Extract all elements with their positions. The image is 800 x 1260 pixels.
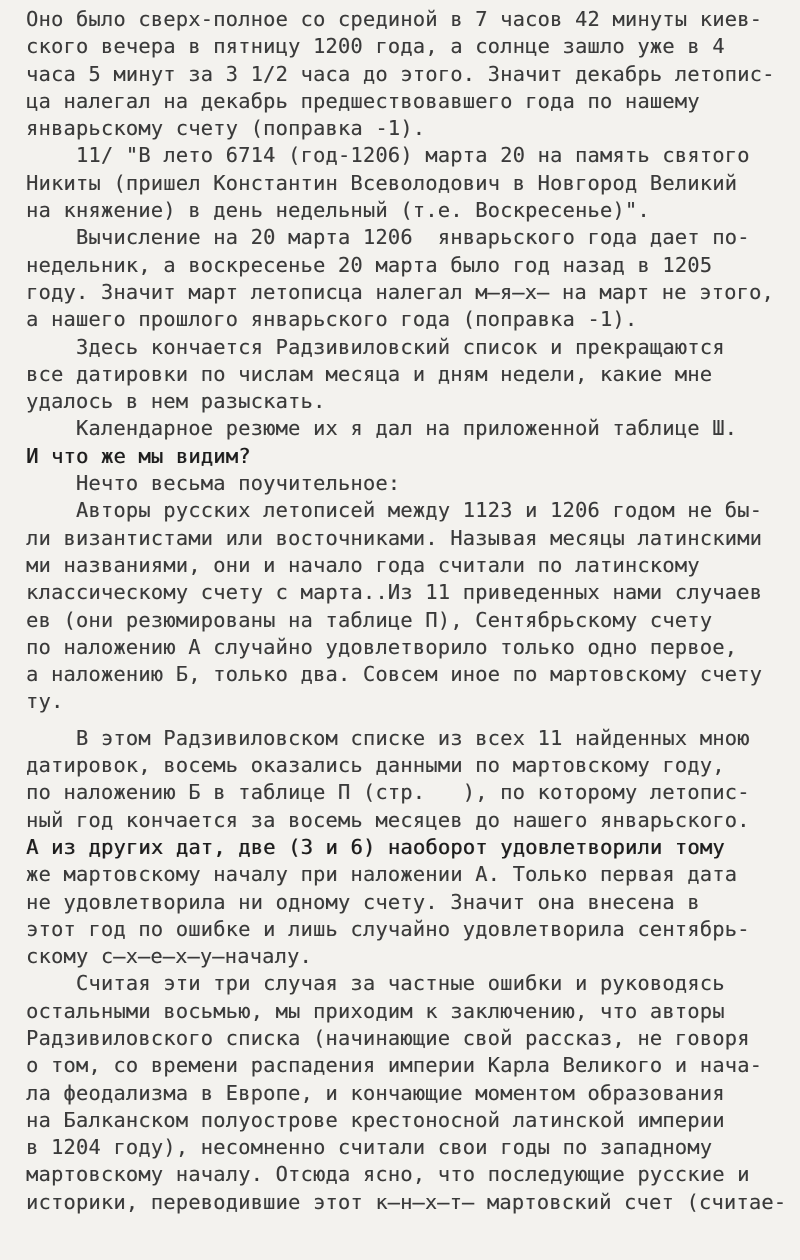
text-line-18: Нечто весьма поучительное: xyxy=(26,471,401,496)
text-line-27: В этом Радзивиловском списке из всех 11 найденных мною xyxy=(26,725,750,750)
text-line-7: Никиты (пришел Константин Всеволодович в Новгород Великий xyxy=(26,170,738,195)
text-line-44: историки, переводившие этот к̶н̶х̶т̶ мартовский счет (считае- xyxy=(26,1189,787,1214)
text-line-29: по наложению Б в таблице П (стр. ), по которому летопис- xyxy=(26,780,750,805)
text-line-41: на Балканском полуострове крестоносной латинской империи xyxy=(26,1107,725,1132)
text-line-35: скому с̶х̶е̶х̶у̶началу. xyxy=(26,944,312,969)
text-line-8: на княжение) в день недельный (т.е. Воскресенье)". xyxy=(26,198,650,223)
text-line-14: все датировки по числам месяца и дням недели, какие мне xyxy=(26,361,713,386)
text-line-17: И что же мы видим? xyxy=(26,443,251,468)
text-line-28: датировок, восемь оказались данными по мартовскому году, xyxy=(26,753,725,778)
text-line-4: ца налегал на декабрь предшествовавшего года по нашему xyxy=(26,88,700,113)
text-line-9: Вычисление на 20 марта 1206 январьского года дает по- xyxy=(26,225,750,250)
text-line-32: же мартовскому началу при наложении А. Только первая дата xyxy=(26,862,738,887)
text-line-2: ского вечера в пятницу 1200 года, а солнце зашло уже в 4 xyxy=(26,34,725,59)
text-line-39: о том, со времени распадения империи Карла Великого и нача- xyxy=(26,1053,763,1078)
text-line-1: Оно было сверх-полное со срединой в 7 часов 42 минуты киев- xyxy=(26,7,763,31)
text-line-3: часа 5 минут за 3 1/2 часа до этого. Значит декабрь летопис- xyxy=(26,61,775,86)
text-line-24: по наложению А случайно удовлетворило только одно первое, xyxy=(26,634,738,659)
text-line-21: ми названиями, они и начало года считали по латинскому xyxy=(26,552,700,577)
text-line-31: А из других дат, две (3 и 6) наоборот удовлетворили тому xyxy=(26,834,725,859)
text-line-19: Авторы русских летописей между 1123 и 1206 годом не бы- xyxy=(26,498,763,523)
paragraph-gap xyxy=(26,716,792,725)
text-line-5: январьскому счету (поправка -1). xyxy=(26,116,426,141)
text-line-33: не удовлетворила ни одному счету. Значит она внесена в xyxy=(26,889,700,914)
text-line-34: этот год по ошибке и лишь случайно удовлетворила сентябрь- xyxy=(26,916,750,941)
text-line-15: удалось в нем разыскать. xyxy=(26,389,326,414)
text-line-26: ту. xyxy=(26,689,64,714)
text-line-43: мартовскому началу. Отсюда ясно, что последующие русские и xyxy=(26,1162,750,1187)
text-line-11: году. Значит март летописца налегал м̶я̶х̶ на март не этого, xyxy=(26,279,774,304)
text-line-20: ли византистами или восточниками. Называя месяцы латинскими xyxy=(26,525,763,550)
text-line-42: в 1204 году), несомненно считали свои годы по западному xyxy=(26,1135,713,1160)
text-line-6: 11/ "В лето 6714 (год-1206) марта 20 на память святого xyxy=(26,143,750,168)
text-line-36: Считая эти три случая за частные ошибки и руководясь xyxy=(26,971,725,996)
text-line-10: недельник, а воскресенье 20 марта было год назад в 1205 xyxy=(26,252,713,277)
text-line-13: Здесь кончается Радзивиловский список и прекращаются xyxy=(26,334,725,359)
text-line-37: остальными восьмью, мы приходим к заключению, что авторы xyxy=(26,998,725,1023)
text-line-40: ла феодализма в Европе, и кончающие моментом образования xyxy=(26,1080,725,1105)
text-line-38: Радзивиловского списка (начинающие свой рассказ, не говоря xyxy=(26,1025,750,1050)
text-line-12: а нашего прошлого январьского года (поправка -1). xyxy=(26,307,638,332)
text-line-16: Календарное резюме их я дал на приложенной таблице Ш. xyxy=(26,416,738,441)
text-line-30: ный год кончается за восемь месяцев до нашего январьского. xyxy=(26,807,750,832)
text-line-22: классическому счету с марта..Из 11 приведенных нами случаев xyxy=(26,580,763,605)
text-line-25: а наложению Б, только два. Совсем иное по мартовскому счету xyxy=(26,662,763,687)
text-line-23: ев (они резюмированы на таблице П), Сентябрьскому счету xyxy=(26,607,713,632)
